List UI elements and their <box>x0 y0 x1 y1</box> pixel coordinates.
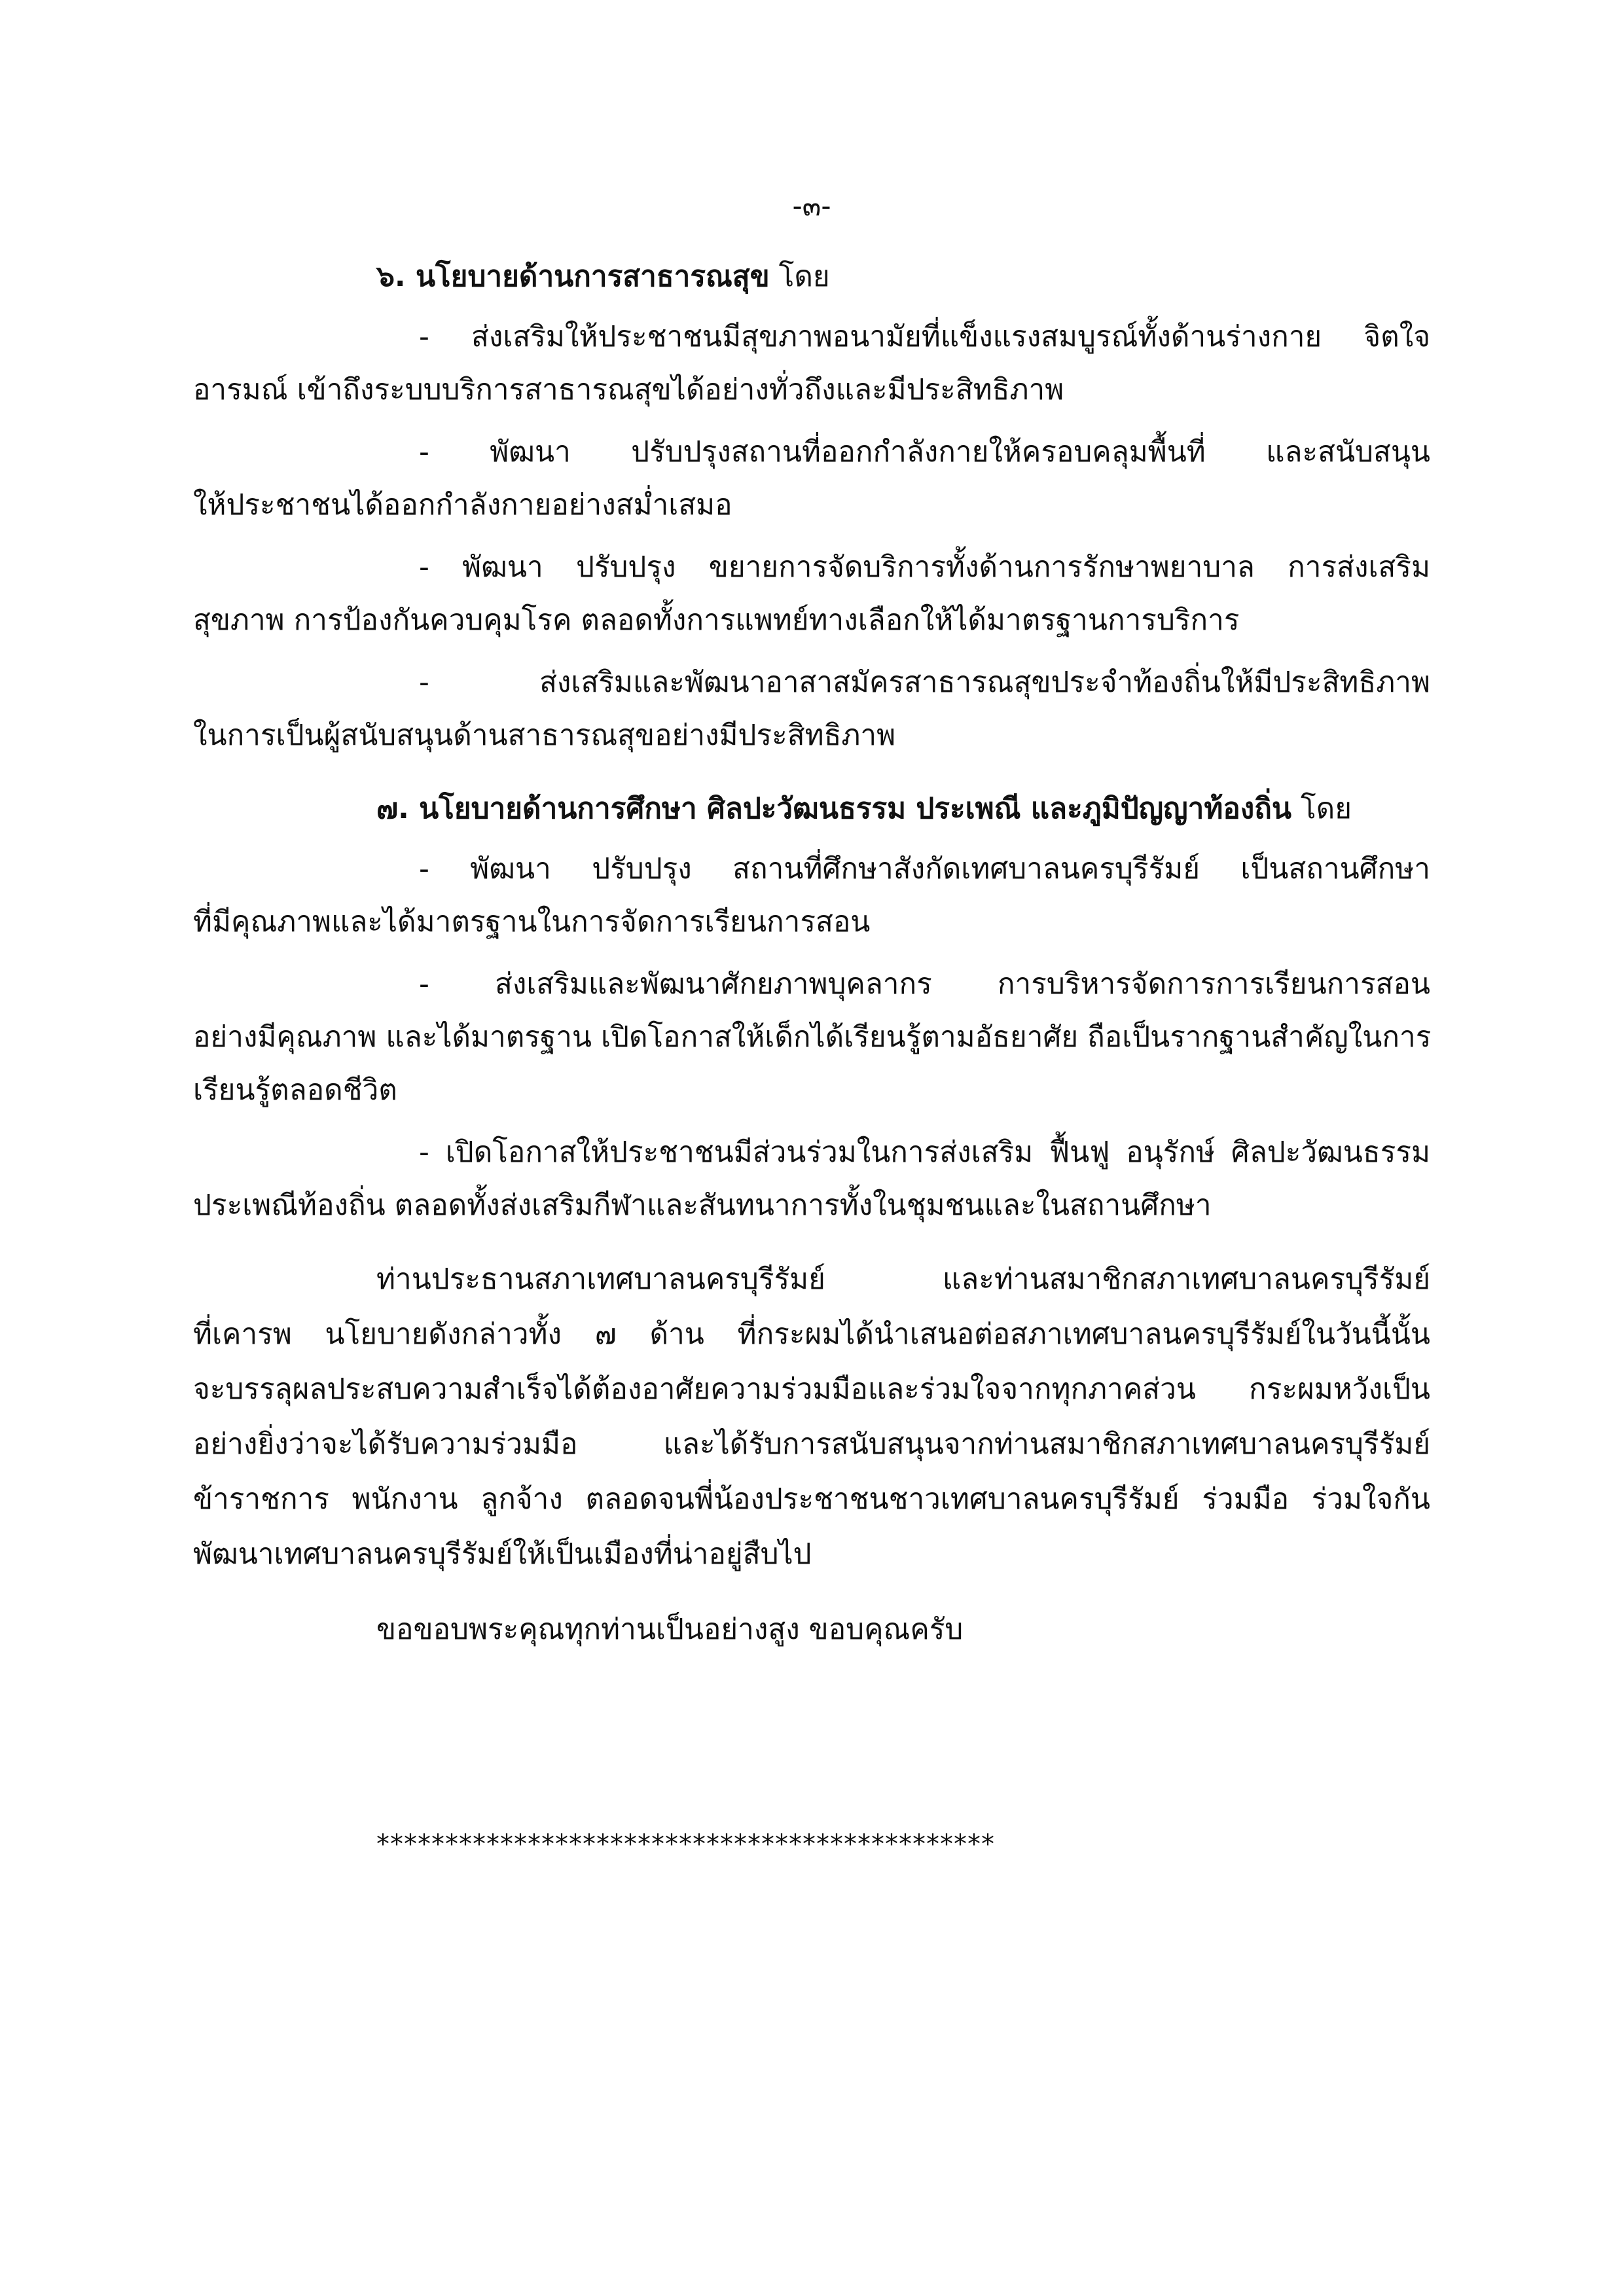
section-7-item-1-line-1: - พัฒนา ปรับปรุง สถานที่ศึกษาสังกัดเทศบาลนครบุรีรัมย์ เป็นสถานศึกษา <box>419 852 1430 886</box>
closing-line-2: ที่เคารพ นโยบายดังกล่าวทั้ง ๗ ด้าน ที่กระผมได้นำเสนอต่อสภาเทศบาลนครบุรีรัมย์ในวันนี้นั้น <box>193 1318 1430 1351</box>
closing-line-1: ท่านประธานสภาเทศบาลนครบุรีรัมย์ และท่านสมาชิกสภาเทศบาลนครบุรีรัมย์ <box>376 1263 1430 1296</box>
closing-line-3: จะบรรลุผลประสบความสำเร็จได้ต้องอาศัยความร่วมมือและร่วมใจจากทุกภาคส่วน กระผมหวังเป็น <box>193 1372 1430 1406</box>
separator-asterisks: ********************************************* <box>376 1829 995 1859</box>
section-6-item-3-line-2: สุขภาพ การป้องกันควบคุมโรค ตลอดทั้งการแพทย์ทางเลือกให้ได้มาตรฐานการบริการ <box>193 603 1240 637</box>
section-6-heading-tail: โดย <box>769 260 830 293</box>
page-number: -๓- <box>792 190 831 222</box>
section-6-item-1-line-1: - ส่งเสริมให้ประชาชนมีสุขภาพอนามัยที่แข็งแรงสมบูรณ์ทั้งด้านร่างกาย จิตใจ <box>419 320 1430 353</box>
closing-line-5: ข้าราชการ พนักงาน ลูกจ้าง ตลอดจนพี่น้องประชาชนชาวเทศบาลนครบุรีรัมย์ ร่วมมือ ร่วมใจกัน <box>193 1482 1430 1516</box>
section-7-item-3-line-1: - เปิดโอกาสให้ประชาชนมีส่วนร่วมในการส่งเสริม ฟื้นฟู อนุรักษ์ ศิลปะวัฒนธรรม <box>419 1136 1430 1169</box>
closing-line-4: อย่างยิ่งว่าจะได้รับความร่วมมือ และได้รับการสนับสนุนจากท่านสมาชิกสภาเทศบาลนครบุรีรัมย์ <box>193 1427 1430 1461</box>
section-6-item-2-line-1: - พัฒนา ปรับปรุงสถานที่ออกกำลังกายให้ครอบคลุมพื้นที่ และสนับสนุน <box>419 435 1430 469</box>
section-6-item-4-line-2: ในการเป็นผู้สนับสนุนด้านสาธารณสุขอย่างมีประสิทธิภาพ <box>193 719 896 752</box>
section-7-item-1-line-2: ที่มีคุณภาพและได้มาตรฐานในการจัดการเรียนการสอน <box>193 905 871 939</box>
section-7-item-2-line-3: เรียนรู้ตลอดชีวิต <box>193 1073 397 1107</box>
section-7-heading-tail: โดย <box>1291 792 1352 825</box>
section-7-heading <box>376 789 1352 829</box>
section-6-item-1-line-2: อารมณ์ เข้าถึงระบบบริการสาธารณสุขได้อย่างทั่วถึงและมีประสิทธิภาพ <box>193 373 1064 406</box>
closing-line-6: พัฒนาเทศบาลนครบุรีรัมย์ให้เป็นเมืองที่น่าอยู่สืบไป <box>193 1537 812 1571</box>
section-7-item-2-line-2: อย่างมีคุณภาพ และได้มาตรฐาน เปิดโอกาสให้เด็กได้เรียนรู้ตามอัธยาศัย ถือเป็นรากฐานสำคัญในการ <box>193 1020 1432 1054</box>
section-6-item-4-line-1: - ส่งเสริมและพัฒนาอาสาสมัครสาธารณสุขประจำท้องถิ่นให้มีประสิทธิภาพ <box>419 666 1430 699</box>
section-7-item-3-line-2: ประเพณีท้องถิ่น ตลอดทั้งส่งเสริมกีฬาและสันทนาการทั้งในชุมชนและในสถานศึกษา <box>193 1189 1212 1222</box>
section-6-item-2-line-2: ให้ประชาชนได้ออกกำลังกายอย่างสม่ำเสมอ <box>193 488 732 522</box>
section-6-item-3-line-1: - พัฒนา ปรับปรุง ขยายการจัดบริการทั้งด้านการรักษาพยาบาล การส่งเสริม <box>419 550 1430 584</box>
section-6-heading-bold: ๖. นโยบายด้านการสาธารณสุข <box>376 260 770 293</box>
section-6-heading <box>376 257 830 296</box>
section-7-heading-bold: ๗. นโยบายด้านการศึกษา ศิลปะวัฒนธรรม ประเพณี และภูมิปัญญาท้องถิ่น <box>376 792 1291 825</box>
section-7-item-2-line-1: - ส่งเสริมและพัฒนาศักยภาพบุคลากร การบริหารจัดการการเรียนการสอน <box>419 967 1430 1001</box>
closing-thanks: ขอขอบพระคุณทุกท่านเป็นอย่างสูง ขอบคุณครับ <box>376 1613 964 1646</box>
